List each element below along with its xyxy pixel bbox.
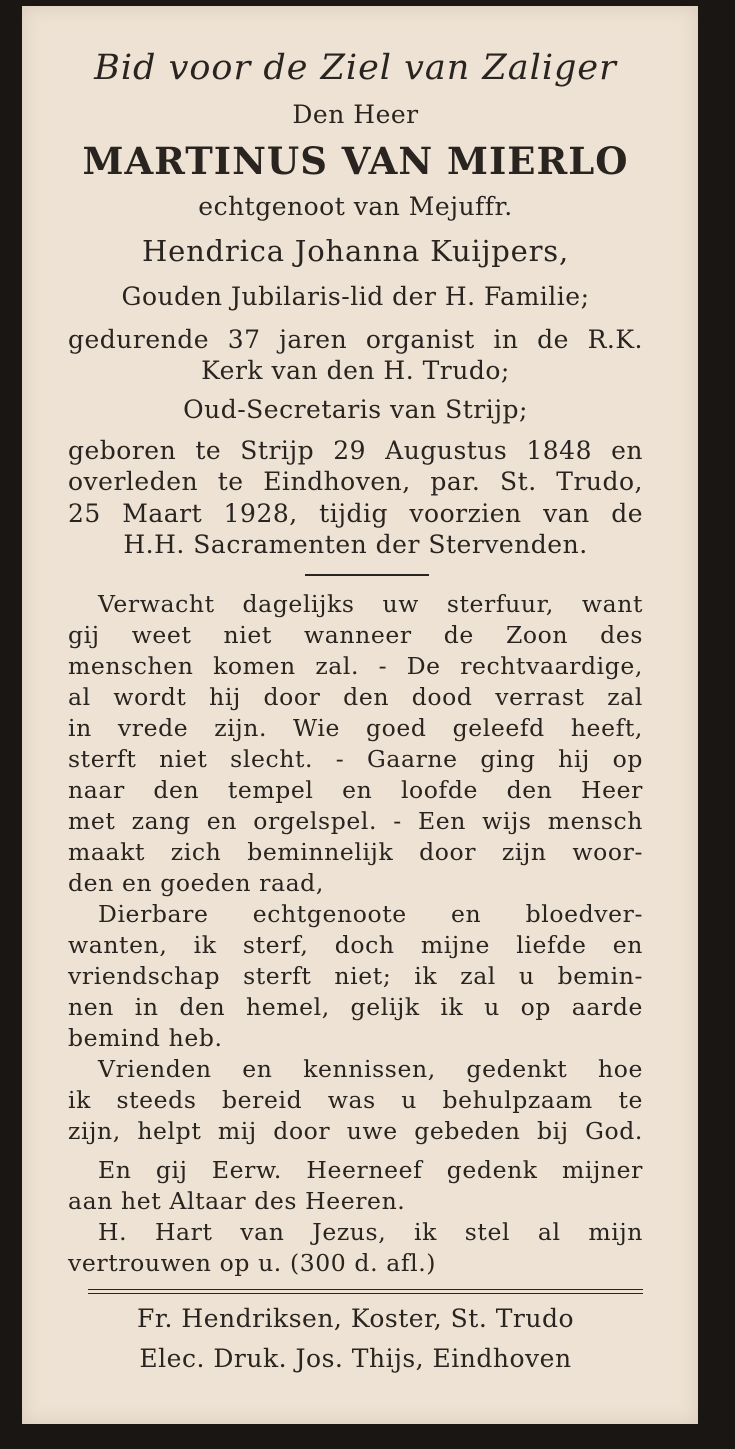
verse-line: Dierbare echtgenoote en bloedver- [98, 900, 643, 928]
bio-line: H.H. Sacramenten der Stervenden. [123, 530, 588, 559]
spouse-intro: echtgenoot van Mejuffr. [198, 192, 513, 221]
verse-line: En gij Eerw. Heerneef gedenk mijner [98, 1156, 643, 1184]
verse-line: bemind heb. [68, 1024, 223, 1052]
verse-line: al wordt hij door den dood verrast zal [68, 683, 643, 711]
prayer-heading: Bid voor de Ziel van Zaliger [94, 48, 617, 88]
verse-line: vriendschap sterft niet; ik zal u bemin- [68, 962, 643, 990]
verse-line: nen in den hemel, gelijk ik u op aarde [68, 993, 643, 1021]
bio-line: gedurende 37 jaren organist in de R.K. [68, 325, 643, 354]
verse-line: aan het Altaar des Heeren. [68, 1187, 406, 1215]
verse-line: zijn, helpt mij door uwe gebeden bij God. [68, 1117, 643, 1145]
footer-line: Elec. Druk. Jos. Thijs, Eindhoven [139, 1344, 572, 1373]
verse-line: sterft niet slecht. - Gaarne ging hij op [68, 745, 643, 773]
spouse-name: Hendrica Johanna Kuijpers, [142, 234, 569, 268]
verse-line: gij weet niet wanneer de Zoon des [68, 621, 643, 649]
bio-line: Kerk van den H. Trudo; [201, 356, 510, 385]
verse-line: maakt zich beminnelijk door zijn woor- [68, 838, 643, 866]
verse-line: menschen komen zal. - De rechtvaardige, [68, 652, 643, 680]
bio-line: 25 Maart 1928, tijdig voorzien van de [68, 499, 643, 528]
footer-rule-top [88, 1289, 643, 1290]
verse-line: vertrouwen op u. (300 d. afl.) [68, 1249, 437, 1277]
bio-line: Oud-Secretaris van Strijp; [183, 395, 528, 424]
bio-line: overleden te Eindhoven, par. St. Trudo, [68, 467, 643, 496]
verse-line: Verwacht dagelijks uw sterfuur, want [98, 590, 643, 618]
verse-line: den en goeden raad, [68, 869, 324, 897]
verse-line: ik steeds bereid was u behulpzaam te [68, 1086, 643, 1114]
divider [305, 574, 429, 576]
deceased-name: MARTINUS VAN MIERLO [82, 139, 629, 183]
title-line: Den Heer [292, 100, 419, 129]
verse-line: naar den tempel en loofde den Heer [68, 776, 643, 804]
bio-line: geboren te Strijp 29 Augustus 1848 en [68, 436, 643, 465]
verse-line: Vrienden en kennissen, gedenkt hoe [98, 1055, 643, 1083]
footer-line: Fr. Hendriksen, Koster, St. Trudo [136, 1304, 575, 1333]
bio-line: Gouden Jubilaris-lid der H. Familie; [121, 282, 590, 311]
verse-line: H. Hart van Jezus, ik stel al mijn [98, 1218, 643, 1246]
verse-line: in vrede zijn. Wie goed geleefd heeft, [68, 714, 643, 742]
verse-line: met zang en orgelspel. - Een wijs mensch [68, 807, 643, 835]
verse-line: wanten, ik sterf, doch mijne liefde en [68, 931, 643, 959]
footer-rule-bottom [88, 1293, 643, 1294]
